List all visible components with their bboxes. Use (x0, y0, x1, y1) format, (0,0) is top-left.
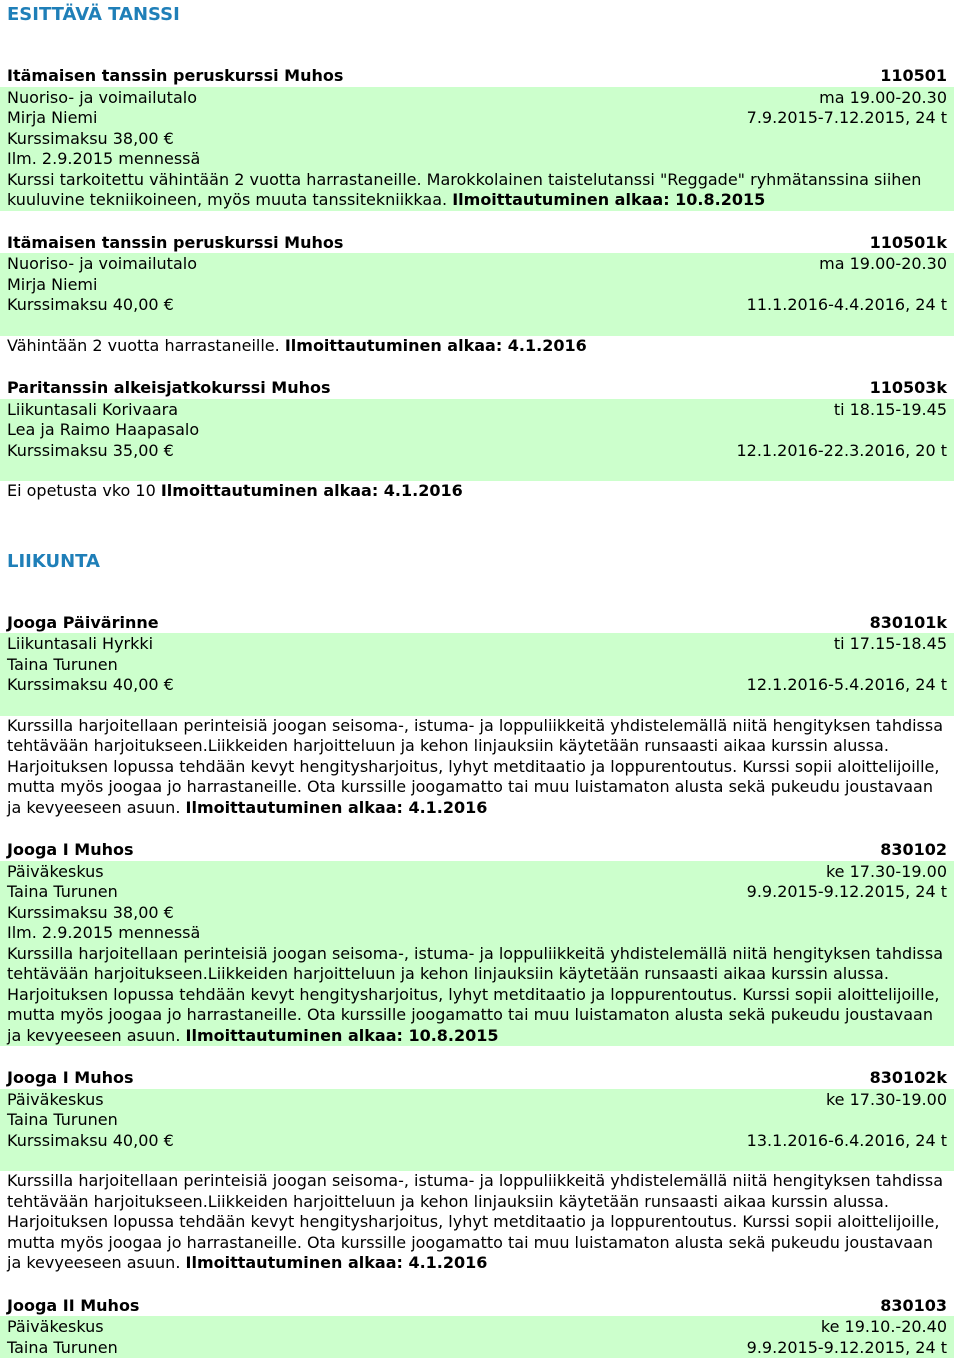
course-description: Kurssilla harjoitellaan perinteisiä joogan seisoma-, istuma- ja loppuliikkeitä yhdistelemällä niitä hengityksen tahdissa tehtävään harjoitukseen.Liikkeiden harjoitteluun ja kehon linjauksiin käytetään runsaasti aikaa kurssin alussa. Harjoituksen lopussa tehdään kevyt hengitysharjoitus, lyhyt metditaatio ja loppurentoutus. Kurssi sopii aloittelijoille, mutta myös joogaa jo harrastaneille. Ota kurssille joogamatto tai muu luistamaton alusta sekä pukeudu joustavaan ja kevyeeseen asuun. Ilmoittautuminen alkaa: 4.1.2016 (7, 715, 944, 817)
course-time: ke 17.30-19.00 (825, 1089, 947, 1109)
course-name: Jooga Päivärinne (7, 612, 159, 632)
course-info-box (0, 399, 954, 482)
course-title-row (0, 1296, 954, 1317)
registration-info: Ilmoittautuminen alkaa: 10.8.2015 (452, 190, 766, 209)
registration-info: Ilmoittautuminen alkaa: 4.1.2016 (185, 797, 488, 817)
course-title-row (0, 1068, 954, 1089)
course-title-row (0, 840, 954, 861)
course-location: Päiväkeskus (7, 1317, 104, 1336)
course-teacher: Taina Turunen (7, 1110, 118, 1129)
course-teacher: Mirja Niemi (7, 108, 98, 127)
course-teacher: Lea ja Raimo Haapasalo (7, 420, 200, 439)
section-title: ESITTÄVÄ TANSSI (7, 4, 180, 25)
course-teacher: Taina Turunen (7, 1337, 118, 1357)
course-fee: Kurssimaksu 40,00 € (7, 1130, 174, 1150)
course-name: Itämaisen tanssin peruskurssi Muhos (7, 232, 344, 252)
course-name: Jooga II Muhos (7, 1295, 140, 1315)
course-block (0, 1068, 954, 1274)
course-location: Liikuntasali Korivaara (7, 399, 179, 419)
course-fee: Kurssimaksu 35,00 € (7, 440, 174, 460)
course-code: 110503k (869, 378, 947, 397)
course-name: Itämaisen tanssin peruskurssi Muhos (7, 66, 344, 85)
course-location: Liikuntasali Hyrkki (7, 634, 154, 653)
course-description: Kurssilla harjoitellaan perinteisiä joogan seisoma-, istuma- ja loppuliikkeitä yhdistelemällä niitä hengityksen tahdissa tehtävään harjoitukseen.Liikkeiden harjoitteluun ja kehon linjauksiin käytetään runsaasti aikaa kurssin alussa. Harjoituksen lopussa tehdään kevyt hengitysharjoitus, lyhyt metditaatio ja loppurentoutus. Kurssi sopii aloittelijoille, mutta myös joogaa jo harrastaneille. Ota kurssille joogamatto tai muu luistamaton alusta sekä pukeudu joustavaan ja kevyeeseen asuun. Ilmoittautuminen alkaa: 4.1.2016 (7, 1171, 944, 1272)
course-title-row (0, 378, 954, 399)
registration-info: Ilmoittautuminen alkaa: 4.1.2016 (160, 481, 463, 500)
course-block (0, 840, 954, 1046)
course-block (0, 233, 954, 357)
course-fee: Kurssimaksu 40,00 € (7, 295, 174, 314)
course-deadline: Ilm. 2.9.2015 mennessä (7, 923, 201, 942)
registration-info: Ilmoittautuminen alkaa: 10.8.2015 (185, 1025, 499, 1045)
course-block (0, 1296, 954, 1359)
course-location: Nuoriso- ja voimailutalo (7, 254, 197, 273)
course-time: ti 17.15-18.45 (833, 634, 947, 653)
course-name: Jooga I Muhos (7, 1068, 134, 1087)
course-location: Nuoriso- ja voimailutalo (7, 87, 197, 107)
course-description: Kurssi tarkoitettu vähintään 2 vuotta harrastaneille. Marokkolainen taistelutanssi "Reggade" ryhmätanssina siihen kuuluvine tekniikoineen, myös muuta tanssitekniikkaa. Ilmoittautuminen alkaa: 10.8.2015 (0, 170, 954, 211)
course-fee: Kurssimaksu 40,00 € (7, 675, 174, 694)
course-title-row (0, 233, 954, 254)
course-time: ma 19.00-20.30 (819, 87, 947, 107)
course-code: 830102k (869, 1068, 947, 1087)
course-block (0, 66, 954, 211)
course-info-box (0, 1316, 954, 1358)
course-name: Paritanssin alkeisjatkokurssi Muhos (7, 378, 331, 397)
course-dates: 11.1.2016-4.4.2016, 24 t (746, 295, 947, 314)
course-time: ke 19.10.-20.40 (820, 1317, 947, 1336)
course-dates: 9.9.2015-9.12.2015, 24 t (746, 1337, 947, 1357)
course-code: 830101k (869, 612, 947, 632)
course-dates: 12.1.2016-5.4.2016, 24 t (746, 675, 947, 694)
course-description: Vähintään 2 vuotta harrastaneille. Ilmoittautuminen alkaa: 4.1.2016 (7, 335, 587, 355)
course-name: Jooga I Muhos (7, 840, 134, 859)
course-code: 110501k (869, 232, 947, 252)
course-location: Päiväkeskus (7, 1089, 104, 1109)
course-location: Päiväkeskus (7, 861, 104, 881)
registration-info: Ilmoittautuminen alkaa: 4.1.2016 (185, 1253, 488, 1272)
course-fee: Kurssimaksu 38,00 € (7, 902, 174, 922)
course-time: ma 19.00-20.30 (819, 254, 947, 273)
course-block (0, 378, 954, 502)
course-info-box (0, 861, 954, 944)
course-fee: Kurssimaksu 38,00 € (7, 128, 174, 148)
course-info-box (0, 633, 954, 716)
course-dates: 7.9.2015-7.12.2015, 24 t (746, 108, 947, 127)
course-teacher: Taina Turunen (7, 654, 118, 674)
course-time: ke 17.30-19.00 (825, 861, 947, 881)
course-dates: 13.1.2016-6.4.2016, 24 t (746, 1130, 947, 1150)
course-title-row (0, 66, 954, 87)
course-block (0, 613, 954, 819)
course-description: Kurssilla harjoitellaan perinteisiä joogan seisoma-, istuma- ja loppuliikkeitä yhdistelemällä niitä hengityksen tahdissa tehtävään harjoitukseen.Liikkeiden harjoitteluun ja kehon linjauksiin käytetään runsaasti aikaa kurssin alussa. Harjoituksen lopussa tehdään kevyt hengitysharjoitus, lyhyt metditaatio ja loppurentoutus. Kurssi sopii aloittelijoille, mutta myös joogaa jo harrastaneille. Ota kurssille joogamatto tai muu luistamaton alusta sekä pukeudu joustavaan ja kevyeeseen asuun. Ilmoittautuminen alkaa: 10.8.2015 (0, 944, 954, 1047)
course-info-box (0, 1089, 954, 1172)
course-time: ti 18.15-19.45 (833, 399, 947, 419)
course-deadline: Ilm. 2.9.2015 mennessä (7, 149, 201, 168)
course-teacher: Mirja Niemi (7, 274, 98, 294)
course-info-box (0, 87, 954, 170)
course-title-row (0, 613, 954, 634)
course-description: Ei opetusta vko 10 Ilmoittautuminen alkaa: 4.1.2016 (7, 481, 463, 500)
course-code: 830102 (880, 840, 947, 859)
section-title: LIIKUNTA (7, 550, 100, 572)
course-dates: 9.9.2015-9.12.2015, 24 t (746, 882, 947, 901)
course-teacher: Taina Turunen (7, 882, 118, 901)
registration-info: Ilmoittautuminen alkaa: 4.1.2016 (284, 335, 587, 355)
course-code: 110501 (880, 66, 947, 85)
course-code: 830103 (880, 1295, 947, 1315)
course-info-box (0, 253, 954, 336)
course-dates: 12.1.2016-22.3.2016, 20 t (736, 440, 947, 460)
